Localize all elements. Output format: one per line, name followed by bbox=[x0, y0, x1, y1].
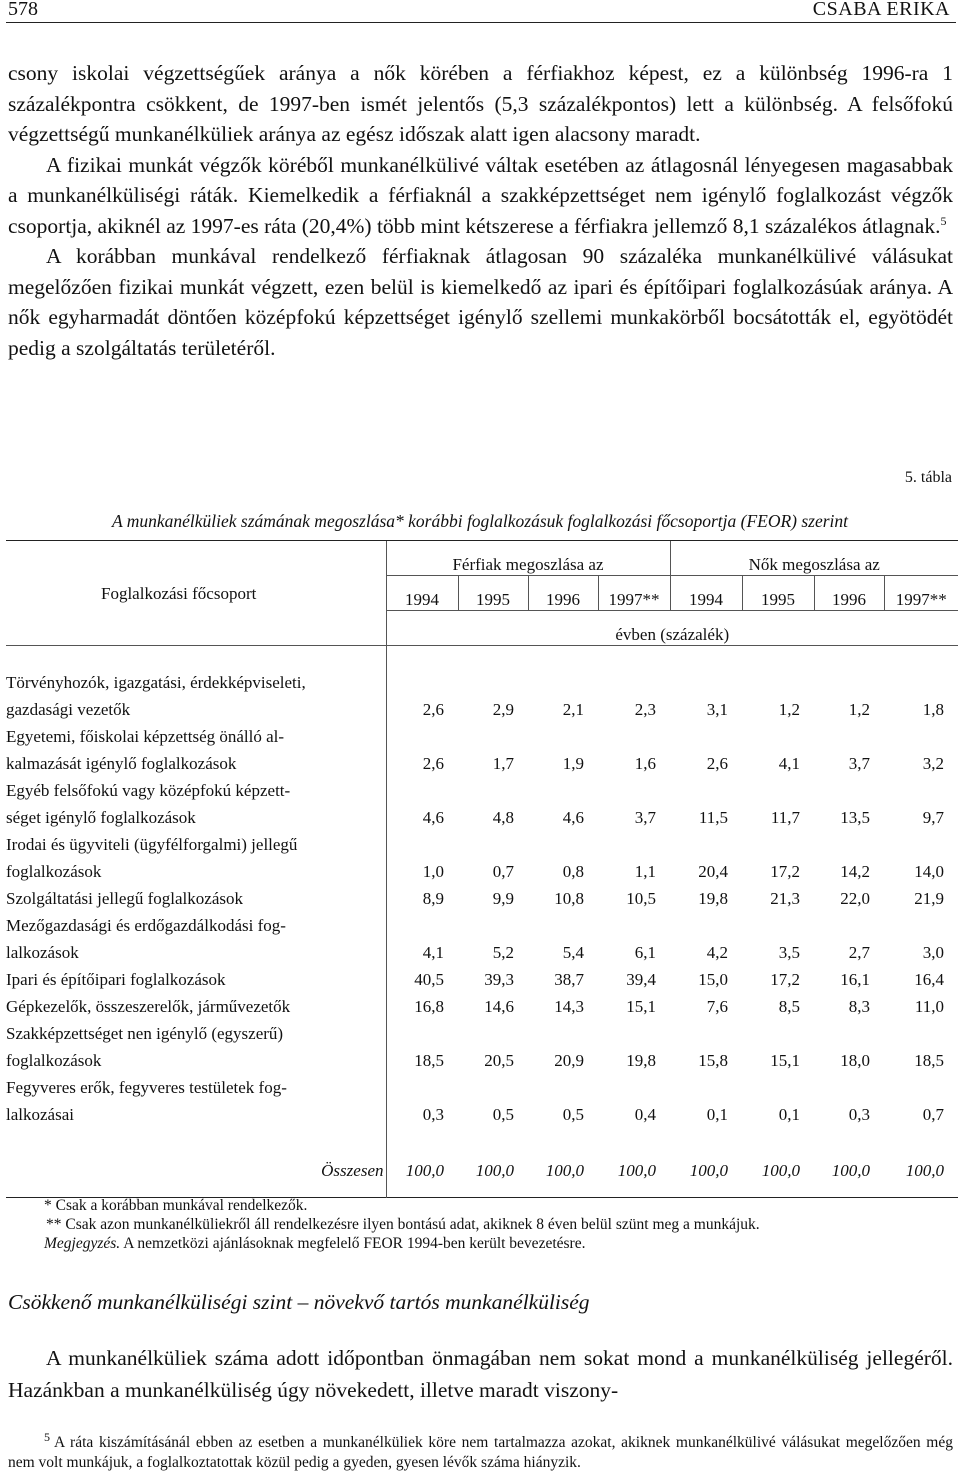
year-header: 1994 bbox=[670, 576, 742, 611]
table-cell: 14,6 bbox=[484, 997, 514, 1016]
table-cell: 11,7 bbox=[770, 808, 800, 827]
year-header: 1996 bbox=[814, 576, 884, 611]
year-header: 1997** bbox=[884, 576, 958, 611]
table-cell: 0,5 bbox=[492, 1105, 514, 1124]
footnote-mark: 5 bbox=[44, 1429, 50, 1444]
table-cell: 1,9 bbox=[562, 754, 584, 773]
table-row bbox=[6, 1102, 958, 1129]
total-cell: 100,0 bbox=[545, 1161, 584, 1180]
table-cell: 11,5 bbox=[698, 808, 728, 827]
table-cell: 20,4 bbox=[698, 862, 728, 881]
table-cell: 0,3 bbox=[422, 1105, 444, 1124]
table-cell: 0,1 bbox=[778, 1105, 800, 1124]
table-title: A munkanélküliek számának megoszlása* korábbi foglalkozásuk foglalkozási főcsoportja (FEOR) szerint bbox=[111, 511, 849, 531]
table-cell: 40,5 bbox=[414, 970, 444, 989]
row-label-line1: Egyéb felsőfokú vagy középfokú képzett- bbox=[6, 778, 386, 805]
paragraph-2 bbox=[8, 150, 953, 242]
table-cell: 1,6 bbox=[634, 754, 656, 773]
table-note-2: ** Csak azon munkanélküliekről áll rendelkezésre ilyen bontású adat, akiknek 8 éven belül szünt meg a munkájuk. bbox=[46, 1216, 760, 1233]
table-cell: 4,1 bbox=[778, 754, 800, 773]
table-cell: 9,9 bbox=[492, 889, 514, 908]
note-text: A nemzetközi ajánlásoknak megfelelő FEOR 1994-ben került bevezetésre. bbox=[120, 1235, 586, 1252]
total-label: Összesen bbox=[6, 1145, 386, 1181]
table-cell: 18,5 bbox=[914, 1051, 944, 1070]
data-table bbox=[6, 540, 958, 670]
table-row bbox=[6, 670, 958, 697]
footnote-text: A ráta kiszámításánál ebben az esetben a munkanélküliek köre nem tartalmazza azokat, akiknek munkanélkülivé válásukat megelőzően még nem volt munkájuk, a foglalkoztatottak közül pedig a gyeden, gyesen lévők száma hiányzik. bbox=[8, 1434, 953, 1471]
table-cell: 2,3 bbox=[634, 700, 656, 719]
table-cell: 8,5 bbox=[778, 997, 800, 1016]
row-label-line1: Szakképzettséget nen igénylő (egyszerű) bbox=[6, 1021, 386, 1048]
table-row bbox=[6, 967, 958, 994]
table-cell: 0,4 bbox=[634, 1105, 656, 1124]
table-cell: 18,0 bbox=[840, 1051, 870, 1070]
table-cell: 1,7 bbox=[492, 754, 514, 773]
year-header: 1995 bbox=[458, 576, 528, 611]
running-head: CSABA ERIKA bbox=[812, 0, 950, 20]
total-cell: 100,0 bbox=[617, 1161, 656, 1180]
table-cell: 10,8 bbox=[554, 889, 584, 908]
table-row bbox=[6, 913, 958, 940]
table-cell: 16,4 bbox=[914, 970, 944, 989]
table-cell: 1,8 bbox=[922, 700, 944, 719]
unit-label: évben (százalék) bbox=[615, 625, 730, 644]
table-cell: 4,8 bbox=[492, 808, 514, 827]
table-cell: 15,1 bbox=[626, 997, 656, 1016]
paragraph-1: csony iskolai végzettségűek aránya a nők körében a férfiakhoz képest, ez a különbség 1996-ra 1 százalékpontra csökkent, de 1997-ben ismét jelentős (5,3 százalékpontos) lett a különbség. A felsőfokú végzettségű munkanélküliek aránya az egész időszak alatt igen alacsony maradt. bbox=[8, 61, 953, 146]
data-table-body bbox=[6, 670, 958, 1198]
table-cell: 5,2 bbox=[492, 943, 514, 962]
table-row bbox=[6, 724, 958, 751]
row-label-line1: Mezőgazdasági és erdőgazdálkodási fog- bbox=[6, 913, 386, 940]
footnote-ref-5[interactable]: 5 bbox=[940, 213, 947, 228]
row-label: Szolgáltatási jellegű foglalkozások bbox=[6, 886, 386, 913]
row-label-line2: gazdasági vezetők bbox=[6, 697, 386, 724]
table-cell: 3,7 bbox=[634, 808, 656, 827]
table-cell: 14,0 bbox=[914, 862, 944, 881]
year-header: 1996 bbox=[528, 576, 598, 611]
table-cell: 22,0 bbox=[840, 889, 870, 908]
year-header: 1994 bbox=[386, 576, 458, 611]
table-cell: 7,6 bbox=[706, 997, 728, 1016]
table-cell: 0,5 bbox=[562, 1105, 584, 1124]
table-cell: 15,1 bbox=[770, 1051, 800, 1070]
table-cell: 8,3 bbox=[848, 997, 870, 1016]
table-cell: 39,4 bbox=[626, 970, 656, 989]
body-text bbox=[8, 58, 953, 363]
total-cell: 100,0 bbox=[405, 1161, 444, 1180]
table-cell: 3,2 bbox=[922, 754, 944, 773]
table-row bbox=[6, 994, 958, 1021]
unit-row bbox=[6, 611, 958, 646]
row-label: Gépkezelők, összeszerelők, járművezetők bbox=[6, 994, 386, 1021]
table-note-1: * Csak a korábban munkával rendelkezők. bbox=[44, 1197, 308, 1214]
section-heading: Csökkenő munkanélküliségi szint – növekvő tartós munkanélküliség bbox=[8, 1290, 590, 1314]
row-label-line2: kalmazását igénylő foglalkozások bbox=[6, 751, 386, 778]
table-row bbox=[6, 859, 958, 886]
table-cell: 38,7 bbox=[554, 970, 584, 989]
table-cell: 2,6 bbox=[706, 754, 728, 773]
table-row bbox=[6, 751, 958, 778]
table-cell: 0,8 bbox=[562, 862, 584, 881]
table-row bbox=[6, 832, 958, 859]
table-cell: 21,9 bbox=[914, 889, 944, 908]
table-cell: 1,1 bbox=[634, 862, 656, 881]
row-label-line2: lalkozásai bbox=[6, 1102, 386, 1129]
table-cell: 15,0 bbox=[698, 970, 728, 989]
table-row bbox=[6, 1075, 958, 1102]
table-cell: 5,4 bbox=[562, 943, 584, 962]
table-cell: 2,9 bbox=[492, 700, 514, 719]
footnote bbox=[8, 1429, 953, 1473]
section-paragraph-1: A munkanélküliek száma adott időpontban önmagában nem sokat mond a munkanélküliség jellegéről. Hazánkban a munkanélküliség úgy növekedett, illetve maradt viszony- bbox=[8, 1346, 953, 1402]
row-label-line2: séget igénylő foglalkozások bbox=[6, 805, 386, 832]
table-note-3 bbox=[44, 1234, 760, 1253]
table-cell: 16,8 bbox=[414, 997, 444, 1016]
row-label-line2: foglalkozások bbox=[6, 1048, 386, 1075]
group-header-row bbox=[6, 541, 958, 576]
row-label-line1: Irodai és ügyviteli (ügyfélforgalmi) jellegű bbox=[6, 832, 386, 859]
group-women: Nők megoszlása az bbox=[670, 541, 958, 576]
table-cell: 1,0 bbox=[422, 862, 444, 881]
total-cell: 100,0 bbox=[689, 1161, 728, 1180]
table-cell: 3,0 bbox=[922, 943, 944, 962]
paragraph-2-text: A fizikai munkát végzők köréből munkanélkülivé váltak esetében az átlagosnál lényegesen magasabbak a munkanélküliségi ráták. Kiemelkedik a férfiaknál a szakképzettséget nem igénylő foglalkozást végzők csoportja, akiknél az 1997-es ráta (20,4%) több mint kétszerese a férfiakra jellemző 8,1 százalékos átlagnak. bbox=[8, 152, 953, 238]
table-cell: 3,7 bbox=[848, 754, 870, 773]
year-header: 1997** bbox=[598, 576, 670, 611]
table-cell: 1,2 bbox=[848, 700, 870, 719]
table-cell: 19,8 bbox=[698, 889, 728, 908]
table-cell: 4,6 bbox=[422, 808, 444, 827]
table-cell: 20,9 bbox=[554, 1051, 584, 1070]
table-cell: 4,1 bbox=[422, 943, 444, 962]
table-cell: 18,5 bbox=[414, 1051, 444, 1070]
row-label-line2: foglalkozások bbox=[6, 859, 386, 886]
table-cell: 19,8 bbox=[626, 1051, 656, 1070]
page-header bbox=[0, 0, 960, 22]
table-cell: 0,7 bbox=[492, 862, 514, 881]
header-rule bbox=[6, 22, 956, 23]
table-cell: 20,5 bbox=[484, 1051, 514, 1070]
page-number: 578 bbox=[8, 0, 38, 20]
table-cell: 4,2 bbox=[706, 943, 728, 962]
table-notes bbox=[44, 1196, 760, 1253]
table-cell: 11,0 bbox=[914, 997, 944, 1016]
total-cell: 100,0 bbox=[475, 1161, 514, 1180]
table-row bbox=[6, 778, 958, 805]
total-row bbox=[6, 1145, 958, 1181]
table-cell: 0,3 bbox=[848, 1105, 870, 1124]
table-cell: 8,9 bbox=[422, 889, 444, 908]
table-cell: 17,2 bbox=[770, 862, 800, 881]
table-cell: 2,1 bbox=[562, 700, 584, 719]
table-cell: 9,7 bbox=[922, 808, 944, 827]
table-cell: 14,3 bbox=[554, 997, 584, 1016]
table-cell: 14,2 bbox=[840, 862, 870, 881]
row-label-line2: lalkozások bbox=[6, 940, 386, 967]
table-row bbox=[6, 1048, 958, 1075]
year-header: 1995 bbox=[742, 576, 814, 611]
table-cell: 4,6 bbox=[562, 808, 584, 827]
table-cell: 15,8 bbox=[698, 1051, 728, 1070]
table-row bbox=[6, 886, 958, 913]
table-cell: 39,3 bbox=[484, 970, 514, 989]
table-row bbox=[6, 697, 958, 724]
table-cell: 16,1 bbox=[840, 970, 870, 989]
row-header: Foglalkozási főcsoport bbox=[6, 541, 386, 611]
section-body bbox=[8, 1342, 953, 1406]
note-label: Megjegyzés. bbox=[44, 1235, 121, 1252]
table-cell: 17,2 bbox=[770, 970, 800, 989]
table-cell: 21,3 bbox=[770, 889, 800, 908]
row-label-line1: Egyetemi, főiskolai képzettség önálló al- bbox=[6, 724, 386, 751]
table-cell: 2,6 bbox=[422, 700, 444, 719]
table-cell: 6,1 bbox=[634, 943, 656, 962]
table-cell: 13,5 bbox=[840, 808, 870, 827]
table-row bbox=[6, 805, 958, 832]
row-label-line1: Törvényhozók, igazgatási, érdekképviseleti, bbox=[6, 670, 386, 697]
row-label-line1: Fegyveres erők, fegyveres testületek fog- bbox=[6, 1075, 386, 1102]
table-cell: 2,6 bbox=[422, 754, 444, 773]
table-cell: 2,7 bbox=[848, 943, 870, 962]
table-row bbox=[6, 940, 958, 967]
total-cell: 100,0 bbox=[831, 1161, 870, 1180]
total-cell: 100,0 bbox=[761, 1161, 800, 1180]
table-row bbox=[6, 1021, 958, 1048]
table-cell: 0,7 bbox=[922, 1105, 944, 1124]
paragraph-3: A korábban munkával rendelkező férfiaknak átlagosan 90 százaléka munkanélkülivé válásukat megelőzően fizikai munkát végzett, ezen belül is kiemelkedő az ipari és építőipari foglalkozásúak aránya. A nők egyharmadát döntően középfokú képzettséget igénylő szellemi munkakörből bocsátották el, egyötödét pedig a szolgáltatás területéről. bbox=[8, 244, 953, 360]
table-number: 5. tábla bbox=[904, 469, 952, 486]
row-label: Ipari és építőipari foglalkozások bbox=[6, 967, 386, 994]
table-cell: 1,2 bbox=[778, 700, 800, 719]
table-cell: 10,5 bbox=[626, 889, 656, 908]
table-cell: 3,5 bbox=[778, 943, 800, 962]
table-cell: 3,1 bbox=[706, 700, 728, 719]
group-men: Férfiak megoszlása az bbox=[386, 541, 670, 576]
total-cell: 100,0 bbox=[905, 1161, 944, 1180]
table-cell: 0,1 bbox=[706, 1105, 728, 1124]
